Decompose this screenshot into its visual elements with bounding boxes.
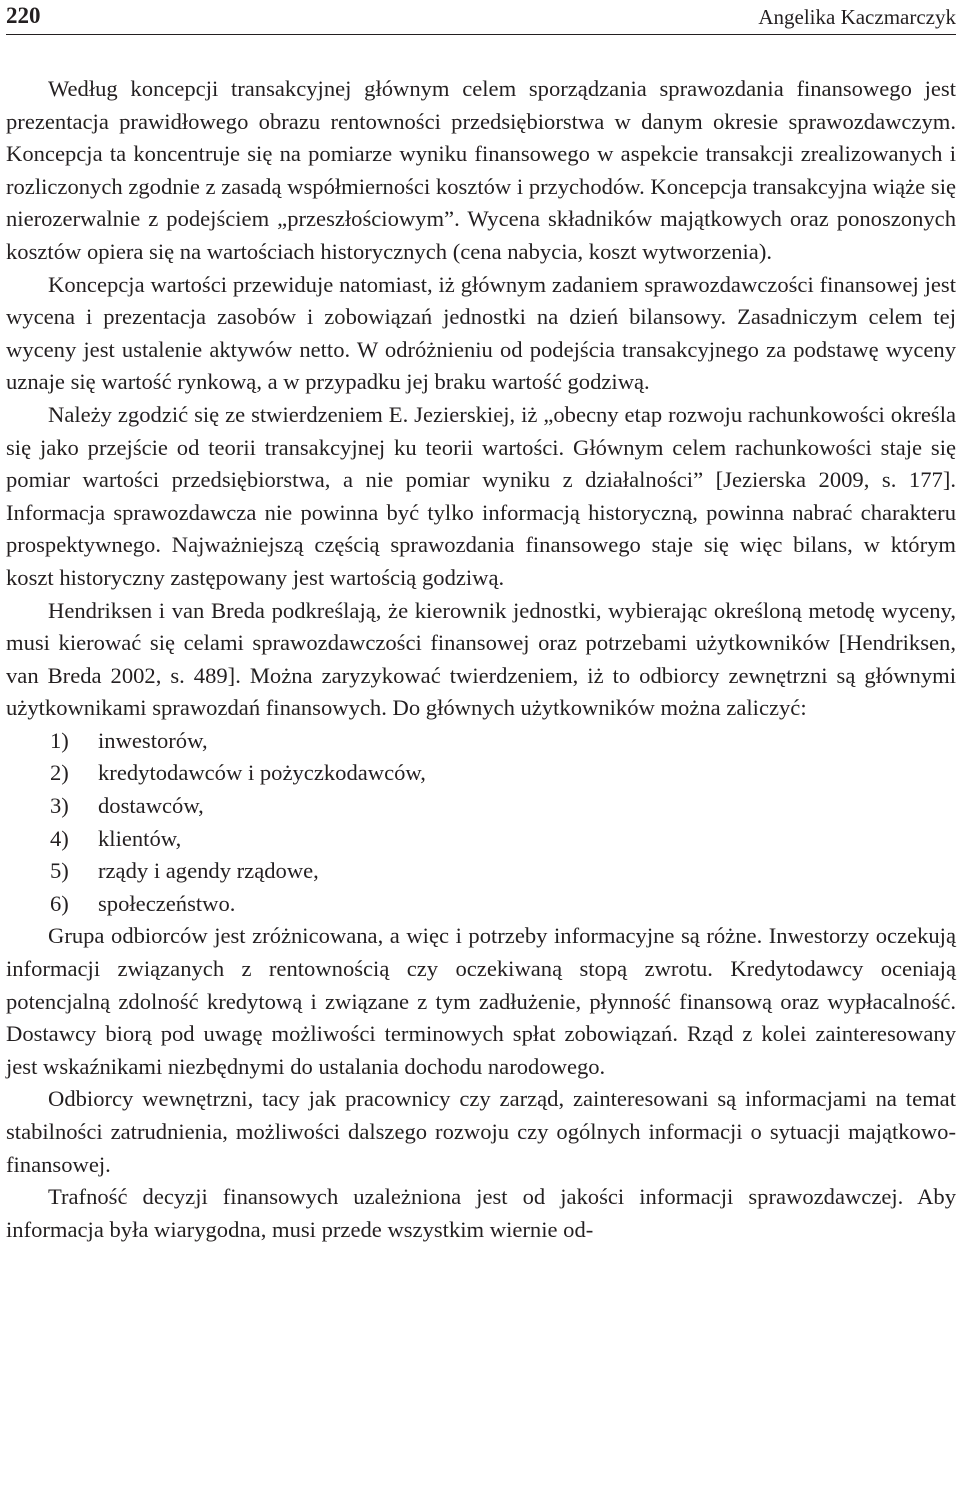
paragraph: Grupa odbiorców jest zróżnicowana, a więc i potrzeby informacyjne są różne. Inwestorzy oczekują informacji związanych z rentownością czy oczekiwaną stopą zwrotu. Kredytodawcy oceniają potencjalną zdolność kredytową i związane z tym zadłużenie, płynność finansową oraz wypłacalność. Dostawcy biorą pod uwagę możliwości terminowych spłat zobowiązań. Rząd z kolei zainteresowany jest wskaźnikami niezbędnymi do ustalania dochodu narodowego.: [6, 923, 956, 1079]
document-page: [6, 0, 956, 1487]
list-item-text: społeczeństwo.: [98, 890, 236, 916]
page-number: 220: [6, 3, 41, 28]
list-item-text: rządy i agendy rządowe,: [98, 858, 319, 884]
body-text: [6, 73, 956, 1246]
list-item-number: 5): [50, 858, 69, 884]
list-item: [6, 823, 956, 856]
list-item-number: 1): [50, 727, 69, 753]
list-item: [6, 757, 956, 790]
list-item: [6, 888, 956, 921]
list-item-text: dostawców,: [98, 793, 204, 819]
running-head-author: Angelika Kaczmarczyk: [758, 5, 956, 29]
list-item: [6, 725, 956, 758]
paragraph: Hendriksen i van Breda podkreślają, że kierownik jednostki, wybierając określoną metodę wyceny, musi kierować się celami sprawozdawczości finansowej oraz potrzebami użytkowników [Hendriksen, van Breda 2002, s. 489]. Można zaryzykować twierdzeniem, iż to odbiorcy zewnętrzni są głównymi użytkownikami sprawozdań finansowych. Do głównych użytkowników można zaliczyć:: [6, 597, 956, 721]
paragraph: Według koncepcji transakcyjnej głównym celem sporządzania sprawozdania finansowego jest prezentacja prawidłowego obrazu rentowności przedsiębiorstwa w danym okresie sprawozdawczym. Koncepcja ta koncentruje się na pomiarze wyniku finansowego w aspekcie transakcji zrealizowanych i rozliczonych zgodnie z zasadą współmierności kosztów i przychodów. Koncepcja transakcyjna wiąże się nierozerwalnie z podejściem „przeszłościowym”. Wycena składników majątkowych oraz ponoszonych kosztów opiera się na wartościach historycznych (cena nabycia, koszt wytworzenia).: [6, 76, 956, 264]
list-item-number: 6): [50, 890, 69, 916]
paragraph: Koncepcja wartości przewiduje natomiast, iż głównym zadaniem sprawozdawczości finansowej jest wycena i prezentacja zasobów i zobowiązań jednostki na dzień bilansowy. Zasadniczym celem tej wyceny jest ustalenie aktywów netto. W odróżnieniu od podejścia transakcyjnego za podstawę wyceny uznaje się wartość rynkową, a w przypadku jej braku wartość godziwą.: [6, 271, 956, 395]
list-item-text: kredytodawców i pożyczkodawców,: [98, 760, 426, 786]
list-item-number: 4): [50, 825, 69, 851]
paragraph: Odbiorcy wewnętrzni, tacy jak pracownicy czy zarząd, zainteresowani są informacjami na temat stabilności zatrudnienia, możliwości dalszego rozwoju czy ogólnych informacji o sytuacji majątkowo-finansowej.: [6, 1086, 956, 1177]
list-item-text: klientów,: [98, 825, 182, 851]
paragraph: Należy zgodzić się ze stwierdzeniem E. Jezierskiej, iż „obecny etap rozwoju rachunkowości określa się jako przejście od teorii transakcyjnej ku teorii wartości. Głównym celem rachunkowości staje się pomiar wartości przedsiębiorstwa, a nie pomiar wyniku z działalności” [Jezierska 2009, s. 177]. Informacja sprawozdawcza nie powinna być tylko informacją historyczną, powinna nabrać charakteru prospektywnego. Najważniejszą częścią sprawozdania finansowego staje się więc bilans, w którym koszt historyczny zastępowany jest wartością godziwą.: [6, 401, 956, 590]
page-header: [6, 0, 956, 35]
users-list: [6, 725, 956, 921]
list-item: [6, 790, 956, 823]
list-item: [6, 855, 956, 888]
paragraph: Trafność decyzji finansowych uzależniona jest od jakości informacji sprawozdawczej. Aby informacja była wiarygodna, musi przede wszystkim wiernie od-: [6, 1184, 956, 1242]
list-item-text: inwestorów,: [98, 727, 208, 753]
list-item-number: 3): [50, 793, 69, 819]
list-item-number: 2): [50, 760, 69, 786]
